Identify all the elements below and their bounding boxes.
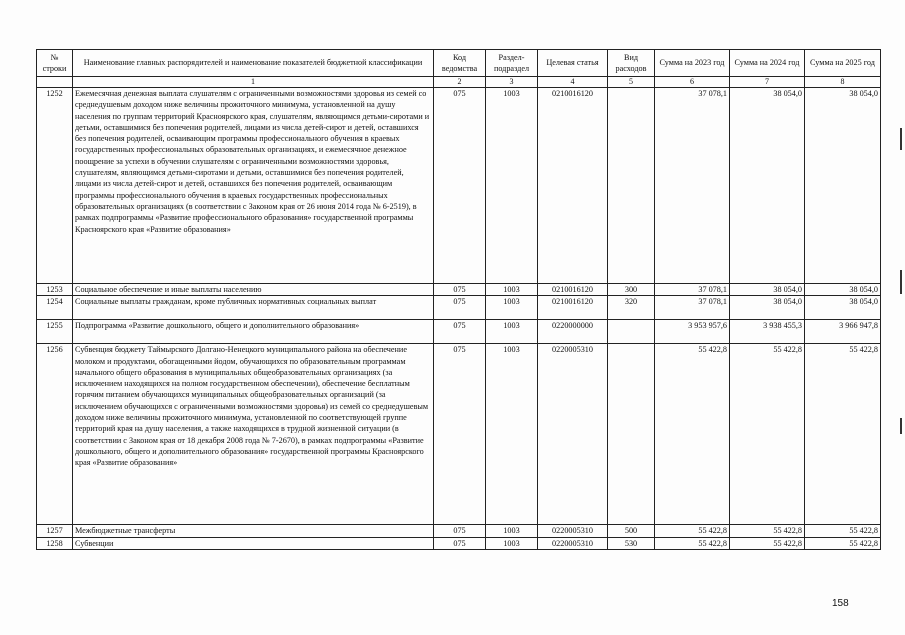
col-header-sum-2023: Сумма на 2023 год [655,50,730,77]
table-header-row [37,50,881,77]
row-department-code: 075 [434,344,486,525]
table-row [37,525,881,537]
row-expense-type: 320 [608,296,655,320]
row-number: 1254 [37,296,73,320]
row-sum-2023: 55 422,8 [655,537,730,549]
col-number: 7 [730,77,805,88]
col-number: 6 [655,77,730,88]
row-sum-2025: 55 422,8 [805,525,881,537]
col-number: 2 [434,77,486,88]
row-target-article: 0210016120 [538,296,608,320]
row-name: Подпрограмма «Развитие дошкольного, общего и дополнительного образования» [73,320,434,344]
col-header-row-number: № строки [37,50,73,77]
col-header-target-article: Целевая статья [538,50,608,77]
row-name: Межбюджетные трансферты [73,525,434,537]
page-edge-mark [900,418,902,434]
row-sum-2023: 37 078,1 [655,284,730,296]
row-number: 1253 [37,284,73,296]
page-edge-mark [900,270,902,294]
row-department-code: 075 [434,525,486,537]
row-number: 1257 [37,525,73,537]
page-edge-mark [900,128,902,150]
row-sum-2024: 3 938 455,3 [730,320,805,344]
row-sum-2023: 37 078,1 [655,296,730,320]
col-header-sum-2025: Сумма на 2025 год [805,50,881,77]
row-sum-2024: 55 422,8 [730,344,805,525]
row-department-code: 075 [434,537,486,549]
row-number: 1255 [37,320,73,344]
col-number [37,77,73,88]
budget-table [36,49,881,550]
row-expense-type: 300 [608,284,655,296]
row-section: 1003 [486,320,538,344]
col-number: 4 [538,77,608,88]
row-sum-2024: 38 054,0 [730,296,805,320]
table-row [37,320,881,344]
row-target-article: 0210016120 [538,88,608,284]
row-expense-type [608,88,655,284]
table-row [37,537,881,549]
row-sum-2024: 55 422,8 [730,525,805,537]
row-sum-2025: 38 054,0 [805,88,881,284]
row-department-code: 075 [434,296,486,320]
col-number: 1 [73,77,434,88]
row-target-article: 0220005310 [538,537,608,549]
row-expense-type: 500 [608,525,655,537]
row-expense-type: 530 [608,537,655,549]
col-header-sum-2024: Сумма на 2024 год [730,50,805,77]
row-section: 1003 [486,296,538,320]
col-header-name: Наименование главных распорядителей и наименование показателей бюджетной классификации [73,50,434,77]
row-name: Социальное обеспечение и иные выплаты населению [73,284,434,296]
row-sum-2025: 55 422,8 [805,537,881,549]
row-department-code: 075 [434,284,486,296]
row-sum-2023: 37 078,1 [655,88,730,284]
row-target-article: 0220000000 [538,320,608,344]
row-name: Ежемесячная денежная выплата слушателям с ограниченными возможностями здоровья из семей со среднедушевым доходом ниже величины прожиточного минимума, установленной на душу населения по группам территорий Красноярского края, слушателям, являющимся детьми-сиротами и детьми, оставшимися без попечения родителей, лицами из числа детей-сирот и детей, оставшихся без попечения родителей, осваивающим программы профессионального обучения в краевых государственных профессиональных образовательных организациях, и ежемесячное денежное поощрение за успехи в обучении слушателям с ограниченными возможностями здоровья, слушателям, являющимся детьми-сиротами и детьми, оставшимися без попечения родителей, лицами из числа детей-сирот и детей, оставшихся без попечения родителей, осваивающим программы профессионального обучения в краевых государственных профессиональных образовательных организациях (в соответствии с Законом края от 26 июня 2014 года № 6-2519), в рамках подпрограммы «Развитие профессионального образования» государственной программы Красноярского края «Развитие образования» [73,88,434,284]
row-sum-2023: 55 422,8 [655,344,730,525]
table-row [37,296,881,320]
row-number: 1256 [37,344,73,525]
row-sum-2025: 55 422,8 [805,344,881,525]
col-header-section: Раздел-подраздел [486,50,538,77]
col-number: 3 [486,77,538,88]
row-sum-2024: 55 422,8 [730,537,805,549]
row-target-article: 0220005310 [538,525,608,537]
row-number: 1252 [37,88,73,284]
row-section: 1003 [486,284,538,296]
row-expense-type [608,344,655,525]
row-section: 1003 [486,537,538,549]
row-sum-2024: 38 054,0 [730,284,805,296]
row-name: Социальные выплаты гражданам, кроме публичных нормативных социальных выплат [73,296,434,320]
table-row [37,344,881,525]
col-number: 5 [608,77,655,88]
table-row [37,88,881,284]
row-number: 1258 [37,537,73,549]
row-department-code: 075 [434,320,486,344]
page-number: 158 [832,598,849,609]
col-header-expense-type: Вид расходов [608,50,655,77]
column-number-row [37,77,881,88]
row-sum-2025: 38 054,0 [805,284,881,296]
row-target-article: 0210016120 [538,284,608,296]
row-section: 1003 [486,88,538,284]
col-number: 8 [805,77,881,88]
row-department-code: 075 [434,88,486,284]
row-sum-2023: 3 953 957,6 [655,320,730,344]
row-sum-2024: 38 054,0 [730,88,805,284]
table-row [37,284,881,296]
row-sum-2025: 3 966 947,8 [805,320,881,344]
row-target-article: 0220005310 [538,344,608,525]
row-section: 1003 [486,344,538,525]
row-section: 1003 [486,525,538,537]
row-name: Субвенции [73,537,434,549]
row-name: Субвенция бюджету Таймырского Долгано-Ненецкого муниципального района на обеспечение молоком и продуктами, обогащенными йодом, обучающихся по образовательным программам начального общего образования в муниципальных общеобразовательных организациях (за исключением находящихся на полном государственном обеспечении), обеспечение бесплатным горячим питанием обучающихся муниципальных общеобразовательных организаций (за исключением обучающихся с ограниченными возможностями здоровья) из семей со среднедушевым доходом ниже величины прожиточного минимума, установленной по соответствующей группе территорий края на душу населения, а также находящихся в трудной жизненной ситуации (в соответствии с Законом края от 18 декабря 2008 года № 7-2670), в рамках подпрограммы «Развитие дошкольного, общего и дополнительного образования» государственной программы Красноярского края «Развитие образования» [73,344,434,525]
row-expense-type [608,320,655,344]
col-header-department-code: Код ведомства [434,50,486,77]
row-sum-2023: 55 422,8 [655,525,730,537]
row-sum-2025: 38 054,0 [805,296,881,320]
